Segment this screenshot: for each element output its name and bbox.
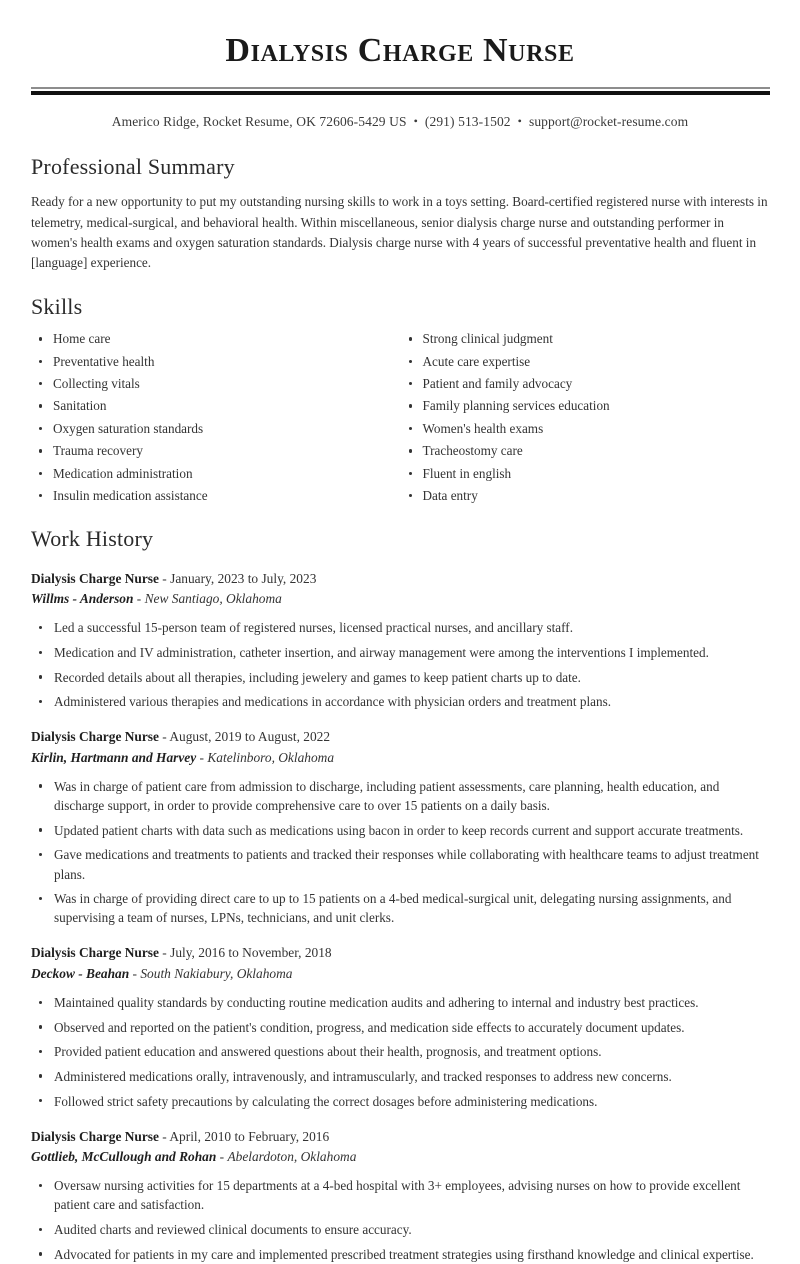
skill-item: Home care (31, 330, 401, 348)
job-dates: April, 2010 to February, 2016 (169, 1128, 330, 1144)
skill-item: Fluent in english (401, 465, 771, 483)
job-bullet-item: Administered medications orally, intravenously, and intramuscularly, and tracked responses to address new concerns. (31, 1067, 770, 1086)
work-history-entry (31, 1127, 770, 1264)
job-bullet-item: Medication and IV administration, catheter insertion, and airway management were among the interventions I implemented. (31, 643, 770, 662)
job-company-line (31, 748, 770, 768)
job-company-line (31, 964, 770, 984)
skill-item: Women's health exams (401, 420, 771, 438)
contact-phone: (291) 513-1502 (424, 114, 511, 130)
skill-item: Strong clinical judgment (401, 330, 771, 348)
work-history-list (31, 569, 770, 1264)
section-heading-professional-summary: Professional Summary (31, 154, 235, 180)
job-bullet-item: Provided patient education and answered questions about their health, prognosis, and treatment options. (31, 1042, 770, 1061)
job-location: Katelinboro, Oklahoma (207, 749, 335, 765)
section-heading-work-history: Work History (31, 526, 154, 552)
job-bullet-list (31, 993, 770, 1111)
job-company-dash: - (196, 749, 208, 765)
job-title-dash: - (158, 729, 170, 745)
contact-separator-1: • (413, 114, 418, 129)
contact-address: Americo Ridge, Rocket Resume, OK 72606-5429 US (111, 114, 407, 130)
work-history-entry (31, 569, 770, 712)
skill-item: Preventative health (31, 353, 401, 371)
job-title-dash: - (158, 570, 171, 586)
divider-thin-line (31, 87, 770, 89)
work-history-entry (31, 943, 770, 1110)
skill-item: Acute care expertise (401, 353, 771, 371)
skill-item: Oxygen saturation standards (31, 420, 401, 438)
work-history-section (31, 526, 770, 1263)
skills-column-right (401, 330, 771, 509)
job-title-dash: - (158, 1128, 170, 1144)
job-company-dash: - (129, 965, 141, 981)
job-bullet-item: Administered various therapies and medications in accordance with physician orders and treatment plans. (31, 692, 770, 711)
job-title-line (31, 1127, 770, 1146)
job-company: Deckow - Beahan (31, 965, 130, 981)
section-heading-skills: Skills (31, 293, 83, 319)
professional-summary-text: Ready for a new opportunity to put my outstanding nursing skills to work in a toys setting. Board-certified registered nurse with interests in telemetry, medical-surgical, and behavioral health. Within miscellaneous, senior dialysis charge nurse and outstanding performer in women's health exams and oxygen saturation standards. Dialysis charge nurse with 4 years of successful preventative health and fluent in [language] experience. (31, 194, 768, 271)
job-title-line (31, 569, 770, 588)
job-bullet-item: Maintained quality standards by conducting routine medication audits and adhering to internal and industry best practices. (31, 993, 770, 1012)
job-company-dash: - (216, 1149, 228, 1165)
job-location: New Santiago, Oklahoma (144, 591, 282, 607)
job-bullet-item: Gave medications and treatments to patients and tracked their responses while collaborating with healthcare teams to adjust treatment plans. (31, 845, 770, 883)
skill-item: Sanitation (31, 397, 401, 415)
job-company: Kirlin, Hartmann and Harvey (31, 749, 197, 765)
work-history-entry (31, 727, 770, 927)
job-bullet-item: Updated patient charts with data such as medications using bacon in order to keep records current and support accurate treatments. (31, 821, 770, 840)
job-location: Abelardoton, Oklahoma (227, 1149, 357, 1165)
skill-item: Medication administration (31, 465, 401, 483)
page-title: Dialysis Charge Nurse (225, 32, 575, 69)
contact-line (0, 114, 800, 130)
skill-item: Patient and family advocacy (401, 375, 771, 393)
job-bullet-item: Audited charts and reviewed clinical documents to ensure accuracy. (31, 1220, 770, 1239)
skill-item: Collecting vitals (31, 375, 401, 393)
job-title: Dialysis Charge Nurse (31, 945, 159, 961)
job-bullet-item: Led a successful 15-person team of registered nurses, licensed practical nurses, and ancillary staff. (31, 618, 770, 637)
job-title: Dialysis Charge Nurse (31, 729, 159, 745)
job-title-dash: - (158, 945, 171, 961)
job-dates: August, 2019 to August, 2022 (169, 729, 331, 745)
job-company: Willms - Anderson (31, 591, 134, 607)
job-company-line (31, 589, 770, 609)
job-bullet-item: Oversaw nursing activities for 15 departments at a 4-bed hospital with 3+ employees, advising nurses on how to provide excellent patient care and satisfaction. (31, 1176, 770, 1214)
header-divider (31, 87, 770, 95)
skills-columns (31, 330, 770, 509)
job-bullet-item: Followed strict safety precautions by calculating the correct dosages before administering medications. (31, 1092, 770, 1111)
divider-thick-line (31, 91, 770, 95)
job-dates: July, 2016 to November, 2018 (170, 945, 332, 961)
job-title-line (31, 727, 770, 746)
job-title-line (31, 943, 770, 962)
job-company-line (31, 1147, 770, 1167)
professional-summary-section (31, 154, 770, 274)
contact-separator-2: • (517, 114, 522, 129)
job-company-dash: - (133, 591, 145, 607)
job-bullet-list (31, 618, 770, 711)
job-company: Gottlieb, McCullough and Rohan (31, 1149, 217, 1165)
skill-item: Insulin medication assistance (31, 487, 401, 505)
job-bullet-list (31, 777, 770, 927)
skill-item: Tracheostomy care (401, 442, 771, 460)
job-title: Dialysis Charge Nurse (31, 1128, 159, 1144)
job-bullet-item: Observed and reported on the patient's condition, progress, and medication side effects to accurately document updates. (31, 1018, 770, 1037)
job-dates: January, 2023 to July, 2023 (170, 570, 317, 586)
skills-section (31, 294, 770, 510)
contact-email: support@rocket-resume.com (528, 114, 689, 130)
job-title: Dialysis Charge Nurse (31, 570, 159, 586)
job-bullet-list (31, 1176, 770, 1264)
skills-list-right (401, 330, 771, 505)
job-location: South Nakiabury, Oklahoma (140, 965, 293, 981)
skill-item: Data entry (401, 487, 771, 505)
job-bullet-item: Was in charge of providing direct care to up to 15 patients on a 4-bed medical-surgical unit, delegating nursing assignments, and supervising a team of nurses, LPNs, technicians, and unit clerks. (31, 889, 770, 927)
skills-column-left (31, 330, 401, 509)
job-bullet-item: Advocated for patients in my care and implemented prescribed treatment strategies using firsthand knowledge and clinical expertise. (31, 1245, 770, 1264)
skills-list-left (31, 330, 401, 505)
job-bullet-item: Recorded details about all therapies, including jewelery and games to keep patient charts up to date. (31, 668, 770, 687)
skill-item: Family planning services education (401, 397, 771, 415)
job-bullet-item: Was in charge of patient care from admission to discharge, including patient assessments, care planning, health education, and discharge support, in order to provide comprehensive care to over 15 patients on a daily basis. (31, 777, 770, 815)
skill-item: Trauma recovery (31, 442, 401, 460)
